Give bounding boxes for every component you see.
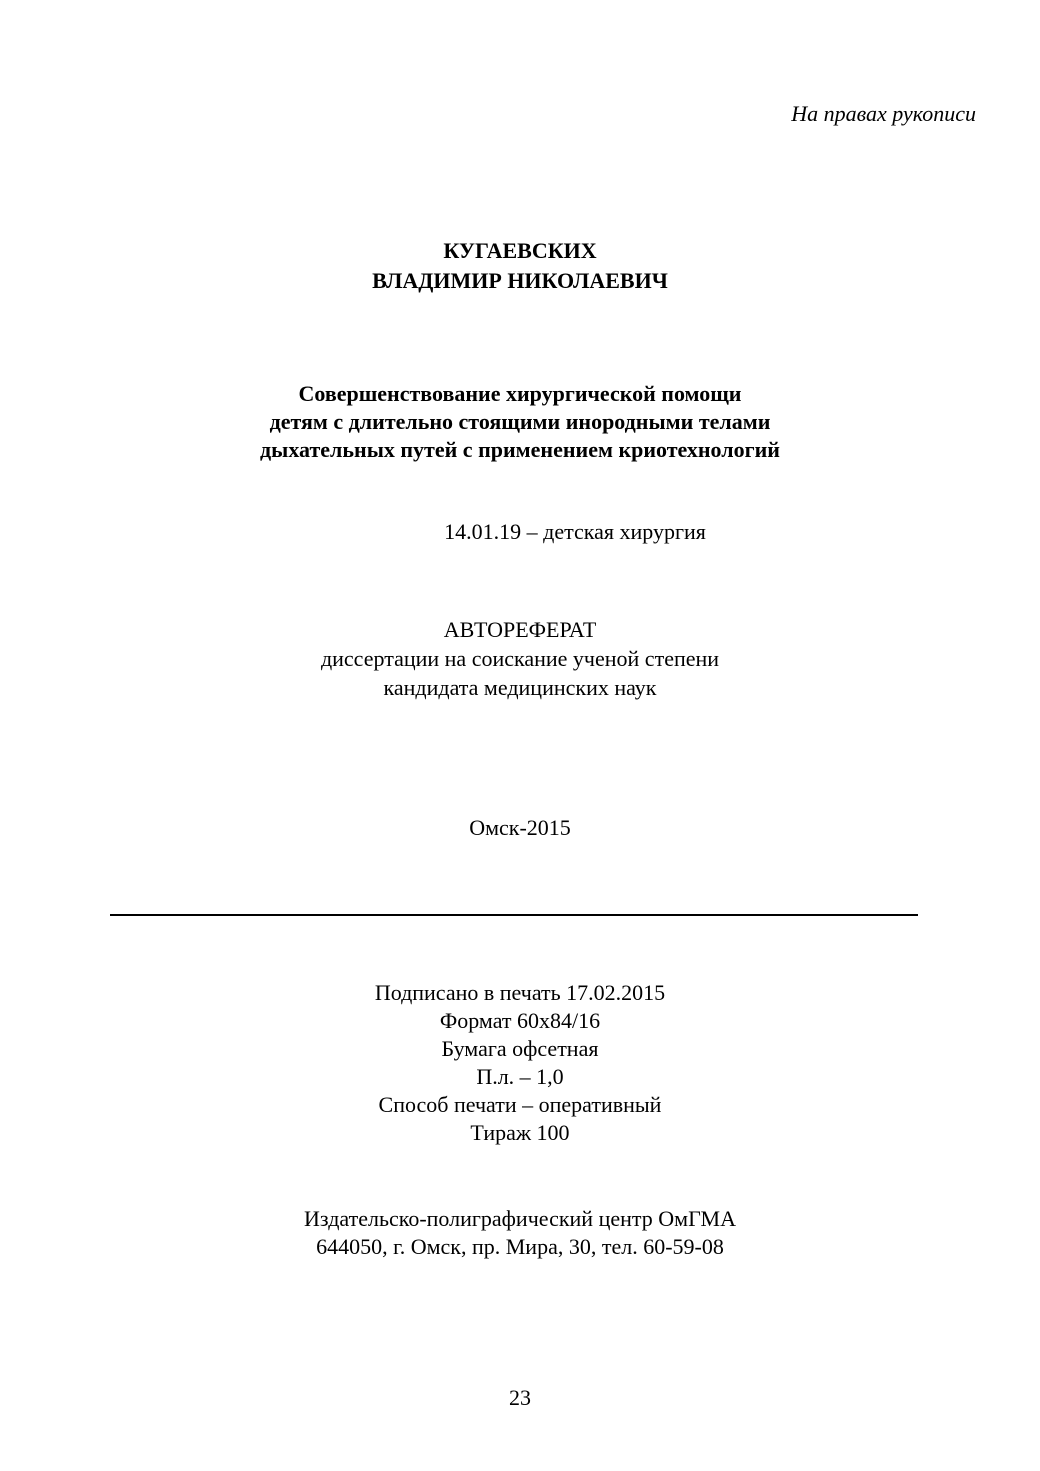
- document-type-line: кандидата медицинских наук: [383, 675, 657, 700]
- publisher-name: Издательско-полиграфический центр ОмГМА: [304, 1206, 736, 1231]
- author-block: [0, 236, 1040, 296]
- horizontal-divider: [110, 914, 918, 916]
- title-line: детям с длительно стоящими инородными телами: [269, 409, 771, 434]
- specialty-code: 14.01.19 – детская хирургия: [444, 519, 706, 544]
- document-type-line: диссертации на соискание ученой степени: [320, 646, 720, 671]
- print-info-line: Формат 60х84/16: [439, 1008, 601, 1033]
- page-number: 23: [509, 1385, 531, 1410]
- place-year: Омск-2015: [469, 815, 571, 840]
- publisher-address: 644050, г. Омск, пр. Мира, 30, тел. 60-59-08: [316, 1234, 724, 1259]
- document-type-block: [0, 615, 1040, 702]
- title-line: дыхательных путей с применением криотехнологий: [260, 437, 780, 462]
- print-info-line: Бумага офсетная: [441, 1036, 599, 1061]
- author-name: ВЛАДИМИР НИКОЛАЕВИЧ: [372, 268, 668, 293]
- rights-note: На правах рукописи: [791, 101, 976, 126]
- print-info-line: Тираж 100: [470, 1120, 570, 1145]
- title-line: Совершенствование хирургической помощи: [298, 381, 742, 406]
- print-info-line: Подписано в печать 17.02.2015: [374, 980, 666, 1005]
- document-type-heading: АВТОРЕФЕРАТ: [443, 617, 597, 642]
- dissertation-title: [0, 380, 1040, 464]
- print-info-line: Способ печати – оперативный: [378, 1092, 662, 1117]
- print-info-block: [0, 979, 1040, 1147]
- print-info-line: П.л. – 1,0: [476, 1064, 564, 1089]
- publisher-block: [0, 1205, 1040, 1261]
- author-surname: КУГАЕВСКИХ: [443, 238, 597, 263]
